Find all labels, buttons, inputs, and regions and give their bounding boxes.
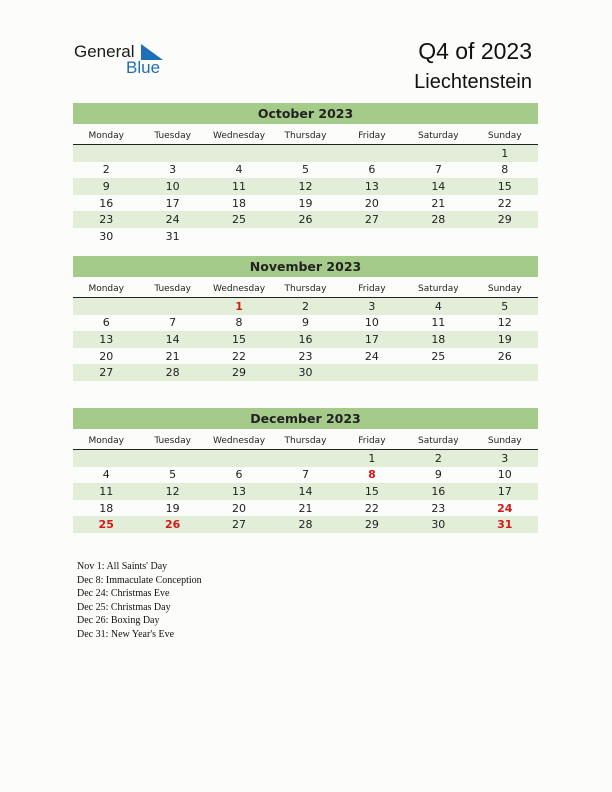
day-cell: 16 xyxy=(272,331,338,348)
day-cell: 6 xyxy=(235,468,243,482)
weekday-header: Tuesday xyxy=(139,433,205,450)
day-cell: 24 xyxy=(364,349,379,363)
day-cell: 2 xyxy=(102,163,110,177)
month-title: November 2023 xyxy=(73,256,538,277)
day-cell: 2 xyxy=(272,298,338,315)
day-cell: 28 xyxy=(272,516,338,533)
day-cell: 24 xyxy=(139,211,205,228)
empty-day-cell xyxy=(206,145,272,162)
empty-day-cell xyxy=(339,228,405,245)
day-cell: 17 xyxy=(472,483,538,500)
day-cell: 29 xyxy=(472,211,538,228)
week-row xyxy=(73,364,538,381)
day-cell: 31 xyxy=(472,516,538,533)
weekday-header: Monday xyxy=(73,128,139,145)
day-cell: 14 xyxy=(272,483,338,500)
page-title: Q4 of 2023 xyxy=(418,38,532,64)
day-cell: 22 xyxy=(364,501,379,515)
day-cell: 20 xyxy=(232,501,247,515)
day-cell: 1 xyxy=(206,298,272,315)
day-cell: 10 xyxy=(497,468,512,482)
day-cell: 11 xyxy=(431,316,446,330)
day-cell: 20 xyxy=(99,349,114,363)
weekday-header: Sunday xyxy=(472,128,538,145)
weekday-header: Friday xyxy=(339,281,405,298)
day-cell: 11 xyxy=(73,483,139,500)
day-cell: 16 xyxy=(405,483,471,500)
empty-day-cell xyxy=(405,364,471,381)
day-cell: 30 xyxy=(272,364,338,381)
day-cell: 3 xyxy=(472,450,538,467)
weekday-header: Saturday xyxy=(405,433,471,450)
weekday-header: Wednesday xyxy=(206,433,272,450)
day-cell: 27 xyxy=(206,516,272,533)
day-cell: 9 xyxy=(434,468,442,482)
weekday-header: Sunday xyxy=(472,281,538,298)
day-cell: 15 xyxy=(206,331,272,348)
day-cell: 6 xyxy=(102,316,110,330)
empty-day-cell xyxy=(272,228,338,245)
day-cell: 7 xyxy=(301,468,309,482)
day-cell: 10 xyxy=(139,178,205,195)
day-cell: 21 xyxy=(298,501,313,515)
day-cell: 14 xyxy=(405,178,471,195)
day-cell: 31 xyxy=(165,229,180,243)
day-cell: 20 xyxy=(364,196,379,210)
weekday-header: Saturday xyxy=(405,128,471,145)
day-cell: 12 xyxy=(497,316,512,330)
holiday-note: Dec 8: Immaculate Conception xyxy=(77,574,202,586)
day-cell: 14 xyxy=(139,331,205,348)
day-cell: 4 xyxy=(235,163,243,177)
weekday-header: Friday xyxy=(339,128,405,145)
day-cell: 5 xyxy=(301,163,309,177)
day-cell: 18 xyxy=(99,501,114,515)
day-cell: 15 xyxy=(472,178,538,195)
week-row xyxy=(73,331,538,348)
logo-word-general: General xyxy=(74,42,135,61)
holiday-notes xyxy=(77,560,202,641)
day-cell: 18 xyxy=(405,331,471,348)
empty-day-cell xyxy=(472,228,538,245)
empty-day-cell xyxy=(139,145,205,162)
day-cell: 17 xyxy=(339,331,405,348)
holiday-note: Dec 24: Christmas Eve xyxy=(77,588,170,599)
day-cell: 25 xyxy=(206,211,272,228)
week-row xyxy=(73,315,538,332)
day-cell: 13 xyxy=(206,483,272,500)
weekday-header: Monday xyxy=(73,433,139,450)
week-row xyxy=(73,195,538,212)
day-cell: 25 xyxy=(431,349,446,363)
weekday-header: Sunday xyxy=(472,433,538,450)
day-cell: 19 xyxy=(472,331,538,348)
day-cell: 11 xyxy=(206,178,272,195)
weekday-header: Thursday xyxy=(272,281,338,298)
day-cell: 8 xyxy=(368,468,376,482)
weekday-header: Tuesday xyxy=(139,281,205,298)
day-cell: 23 xyxy=(431,501,446,515)
day-cell: 24 xyxy=(497,501,513,515)
month-november xyxy=(73,256,538,381)
weekday-header: Saturday xyxy=(405,281,471,298)
day-cell: 27 xyxy=(339,211,405,228)
week-row xyxy=(73,228,538,245)
holiday-note: Nov 1: All Saints' Day xyxy=(77,561,168,572)
week-row xyxy=(73,450,538,467)
weekday-header: Thursday xyxy=(272,433,338,450)
empty-day-cell xyxy=(272,450,338,467)
weekday-header: Thursday xyxy=(272,128,338,145)
day-cell: 18 xyxy=(232,196,247,210)
weekday-header: Wednesday xyxy=(206,281,272,298)
day-cell: 16 xyxy=(99,196,114,210)
empty-day-cell xyxy=(139,450,205,467)
day-cell: 22 xyxy=(232,349,247,363)
weekday-header: Friday xyxy=(339,433,405,450)
day-cell: 1 xyxy=(472,145,538,162)
month-october xyxy=(73,103,538,245)
day-cell: 17 xyxy=(165,196,180,210)
day-cell: 26 xyxy=(497,349,512,363)
month-title: October 2023 xyxy=(73,103,538,124)
holiday-note: Dec 31: New Year's Eve xyxy=(77,628,175,640)
holiday-note: Dec 26: Boxing Day xyxy=(77,615,160,626)
week-row xyxy=(73,348,538,365)
day-cell: 25 xyxy=(73,516,139,533)
logo-word-blue: Blue xyxy=(126,58,161,77)
day-cell: 22 xyxy=(497,196,512,210)
weekday-header: Tuesday xyxy=(139,128,205,145)
day-cell: 1 xyxy=(339,450,405,467)
day-cell: 27 xyxy=(73,364,139,381)
day-cell: 9 xyxy=(73,178,139,195)
day-cell: 13 xyxy=(73,331,139,348)
empty-day-cell xyxy=(139,298,205,315)
day-cell: 26 xyxy=(272,211,338,228)
day-cell: 12 xyxy=(272,178,338,195)
day-cell: 30 xyxy=(405,516,471,533)
empty-day-cell xyxy=(272,145,338,162)
week-row xyxy=(73,516,538,533)
weekday-header: Wednesday xyxy=(206,128,272,145)
day-cell: 7 xyxy=(434,163,442,177)
calendar-grid xyxy=(73,128,538,245)
empty-day-cell xyxy=(405,145,471,162)
day-cell: 6 xyxy=(368,163,376,177)
day-cell: 2 xyxy=(405,450,471,467)
day-cell: 19 xyxy=(165,501,180,515)
empty-day-cell xyxy=(206,450,272,467)
day-cell: 23 xyxy=(298,349,313,363)
empty-day-cell xyxy=(73,298,139,315)
day-cell: 12 xyxy=(139,483,205,500)
day-cell: 5 xyxy=(472,298,538,315)
calendar-grid xyxy=(73,281,538,381)
empty-day-cell xyxy=(472,364,538,381)
day-cell: 13 xyxy=(339,178,405,195)
country-name: Liechtenstein xyxy=(414,71,532,93)
empty-day-cell xyxy=(339,364,405,381)
day-cell: 21 xyxy=(431,196,446,210)
empty-day-cell xyxy=(405,228,471,245)
day-cell: 26 xyxy=(139,516,205,533)
generalblue-logo xyxy=(74,42,174,82)
day-cell: 3 xyxy=(339,298,405,315)
week-row xyxy=(73,162,538,179)
day-cell: 8 xyxy=(501,163,509,177)
day-cell: 7 xyxy=(169,316,177,330)
week-row xyxy=(73,500,538,517)
week-row xyxy=(73,483,538,500)
week-row xyxy=(73,145,538,162)
day-cell: 8 xyxy=(235,316,243,330)
day-cell: 29 xyxy=(339,516,405,533)
day-cell: 4 xyxy=(102,468,110,482)
day-cell: 29 xyxy=(206,364,272,381)
day-cell: 15 xyxy=(339,483,405,500)
day-cell: 4 xyxy=(405,298,471,315)
day-cell: 5 xyxy=(169,468,177,482)
month-december xyxy=(73,408,538,533)
week-row xyxy=(73,178,538,195)
empty-day-cell xyxy=(73,450,139,467)
empty-day-cell xyxy=(73,145,139,162)
day-cell: 28 xyxy=(405,211,471,228)
day-cell: 23 xyxy=(73,211,139,228)
month-title: December 2023 xyxy=(73,408,538,429)
day-cell: 10 xyxy=(364,316,379,330)
day-cell: 19 xyxy=(298,196,313,210)
day-cell: 3 xyxy=(169,163,177,177)
day-cell: 21 xyxy=(165,349,180,363)
week-row xyxy=(73,298,538,315)
calendar-grid xyxy=(73,433,538,533)
empty-day-cell xyxy=(206,228,272,245)
day-cell: 9 xyxy=(301,316,309,330)
empty-day-cell xyxy=(339,145,405,162)
weekday-header: Monday xyxy=(73,281,139,298)
day-cell: 30 xyxy=(99,229,114,243)
day-cell: 28 xyxy=(139,364,205,381)
holiday-note: Dec 25: Christmas Day xyxy=(77,601,171,613)
week-row xyxy=(73,211,538,228)
week-row xyxy=(73,467,538,484)
